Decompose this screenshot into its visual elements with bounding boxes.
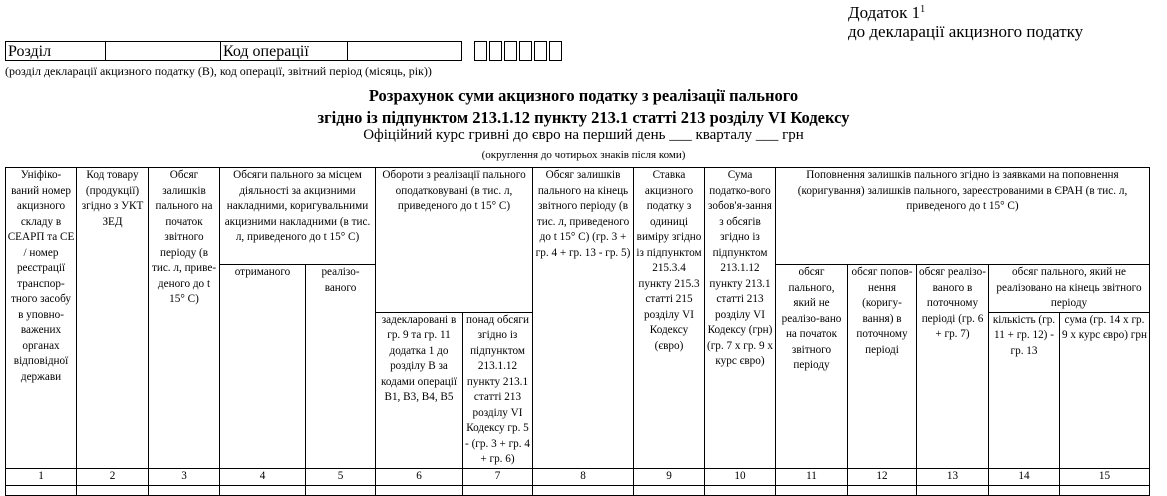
data-cell[interactable] [463, 485, 533, 495]
column-number: 2 [77, 468, 149, 485]
period-box[interactable] [504, 41, 517, 61]
header-group-6-7: Обороти з реалізації пального оподатковувані (в тис. л, приведеного до t 15° C) [376, 168, 533, 313]
header-col-8: Обсяг залишків пального на кінець звітного періоду (в тис. л, приведеного до t 15° C) (гр. 3 + гр. 4 + гр. 13 - гр. 5) [533, 168, 634, 469]
data-cell[interactable] [989, 485, 1060, 495]
column-number: 4 [220, 468, 306, 485]
data-cell[interactable] [376, 485, 463, 495]
code-bar-note: (розділ декларації акцизного податку (В), код операції, звітний період (місяць, рік)) [5, 64, 432, 78]
column-number-row [6, 468, 1150, 485]
form-title-line2: згідно із підпунктом 213.1.12 пункту 213.1 статті 213 розділу VI Кодексу [317, 108, 850, 127]
period-box[interactable] [534, 41, 547, 61]
column-number: 8 [533, 468, 634, 485]
header-col-1: Уніфіко-ваний номер акцизного складу в СЕАРП та СЕ / номер реєстрації транспор-тного засобу в уповно-важених органах відповідної держави [6, 168, 77, 469]
header-col-13: обсяг реалізо-ваного в поточному періоді (гр. 6 + гр. 7) [917, 265, 989, 469]
column-number: 6 [376, 468, 463, 485]
section-label: Розділ [5, 41, 105, 61]
header-col-5: реалізо-ваного [306, 265, 376, 469]
period-box[interactable] [549, 41, 562, 61]
data-cell[interactable] [220, 485, 306, 495]
header-col-15: сума (гр. 14 х гр. 9 х курс євро) грн [1060, 312, 1150, 468]
header-group-4-5: Обсяги пального за місцем діяльності за акцизними накладними, коригувальними акцизними накладними (в тис. л, приведеного до t 15° C) [220, 168, 376, 265]
column-number: 7 [463, 468, 533, 485]
header-col-6: задекларовані в гр. 9 та гр. 11 додатка 1 до розділу В за кодами операції В1, В3, В4, В5 [376, 312, 463, 468]
column-number: 1 [6, 468, 77, 485]
column-number: 14 [989, 468, 1060, 485]
period-box[interactable] [489, 41, 502, 61]
column-number: 3 [149, 468, 220, 485]
header-col-11: обсяг пального, який не реалізо-вано на початок звітного періоду [776, 265, 848, 469]
table-row [6, 485, 1150, 495]
data-cell[interactable] [917, 485, 989, 495]
annex-heading [848, 3, 1083, 41]
data-cell[interactable] [533, 485, 634, 495]
header-group-14-15: обсяг пального, який не реалізовано на кінець звітного періоду [989, 265, 1150, 313]
period-box[interactable] [474, 41, 487, 61]
data-cell[interactable] [1060, 485, 1150, 495]
data-cell[interactable] [634, 485, 705, 495]
data-cell[interactable] [306, 485, 376, 495]
header-col-2: Код товару (продукції) згідно з УКТ ЗЕД [77, 168, 149, 469]
data-cell[interactable] [776, 485, 848, 495]
header-col-14: кількість (гр. 11 + гр. 12) - гр. 13 [989, 312, 1060, 468]
column-number: 10 [705, 468, 776, 485]
column-number: 13 [917, 468, 989, 485]
data-cell[interactable] [705, 485, 776, 495]
data-cell[interactable] [6, 485, 77, 495]
column-number: 9 [634, 468, 705, 485]
header-col-7: понад обсяги згідно із підпунктом 213.1.12 пункту 213.1 статті 213 розділу VI Кодексу гр. 5 - (гр. 3 + гр. 4 + гр. 6) [463, 312, 533, 468]
data-cell[interactable] [848, 485, 917, 495]
header-col-3: Обсяг залишків пального на початок звітного періоду (в тис. л, приве-деного до t 15° C) [149, 168, 220, 469]
column-number: 15 [1060, 468, 1150, 485]
calculation-table [5, 167, 1150, 496]
operation-code-field[interactable] [347, 41, 462, 61]
rounding-note: (округлення до чотирьох знаків після коми) [481, 149, 686, 161]
form-title-line1: Розрахунок суми акцизного податку з реалізації пального [368, 86, 799, 105]
header-group-11-15: Поповнення залишків пального згідно із заявками на поповнення (коригування) залишків пального, зареєстрованими в ЄРАН (в тис. л, приведеного до t 15° C) [776, 168, 1150, 265]
period-boxes [474, 41, 564, 61]
header-col-4: отриманого [220, 265, 306, 469]
period-box[interactable] [519, 41, 532, 61]
annex-title: Додаток 1 [848, 3, 921, 22]
operation-code-label: Код операції [220, 41, 347, 61]
column-number: 11 [776, 468, 848, 485]
header-col-10: Сума податко-вого зобов'я-зання з обсягів згідно із підпунктом 213.1.12 пункту 213.1 статті 213 розділу VI Кодексу (грн) (гр. 7 х гр. 9 х курс євро) [705, 168, 776, 469]
annex-subtitle: до декларації акцизного податку [848, 22, 1084, 41]
section-field[interactable] [105, 41, 220, 61]
data-cell[interactable] [149, 485, 220, 495]
column-number: 5 [306, 468, 376, 485]
annex-superscript: 1 [920, 4, 926, 15]
data-cell[interactable] [77, 485, 149, 495]
exchange-rate-line: Офіційний курс гривні до євро на перший день ___ кварталу ___ грн [363, 127, 804, 143]
header-col-9: Ставка акцизного податку з одиниці виміру згідно із підпунктом 215.3.4 пункту 215.3 статті 215 розділу VI Кодексу (євро) [634, 168, 705, 469]
column-number: 12 [848, 468, 917, 485]
code-bar [5, 41, 462, 61]
header-col-12: обсяг попов-нення (коригу-вання) в поточному періоді [848, 265, 917, 469]
